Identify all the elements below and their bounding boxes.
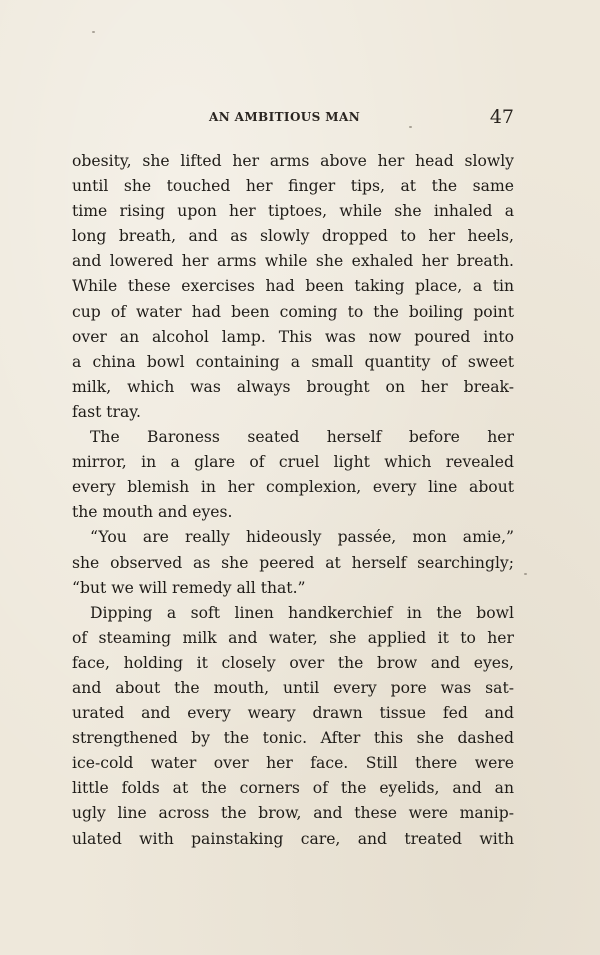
- text-line: of steaming milk and water, she applied it to her: [72, 628, 514, 647]
- text-line: the mouth and eyes.: [72, 503, 233, 522]
- text-line: and lowered her arms while she exhaled her breath.: [72, 252, 514, 271]
- text-line: she observed as she peered at herself searchingly;: [72, 553, 514, 572]
- text-line: Dipping a soft linen handkerchief in the bowl: [90, 603, 514, 622]
- text-line: every blemish in her complexion, every line about: [72, 478, 514, 497]
- text-line: little folds at the corners of the eyelids, and an: [72, 779, 514, 798]
- text-line: “You are really hideously passée, mon amie,”: [90, 528, 514, 547]
- text-line: over an alcohol lamp. This was now poured into: [72, 327, 514, 346]
- paper-speck: [524, 573, 527, 575]
- text-line: a china bowl containing a small quantity of sweet: [72, 352, 514, 371]
- text-line: “but we will remedy all that.”: [72, 578, 306, 597]
- body-text: [72, 149, 514, 852]
- paper-speck: [92, 31, 95, 33]
- text-line: strengthened by the tonic. After this she dashed: [72, 729, 514, 748]
- text-line: ugly line across the brow, and these were manip-: [72, 804, 514, 823]
- text-line: ulated with painstaking care, and treated with: [72, 829, 514, 848]
- text-line: While these exercises had been taking place, a tin: [72, 277, 514, 296]
- page-number: 47: [489, 106, 514, 128]
- text-line: mirror, in a glare of cruel light which revealed: [72, 453, 514, 472]
- text-line: face, holding it closely over the brow and eyes,: [72, 653, 514, 672]
- page-header: [72, 106, 514, 130]
- text-line: long breath, and as slowly dropped to her heels,: [72, 227, 514, 246]
- text-line: and about the mouth, until every pore was sat-: [72, 678, 514, 697]
- text-line: The Baroness seated herself before her: [90, 428, 514, 447]
- running-head: AN AMBITIOUS MAN: [209, 110, 361, 124]
- text-line: cup of water had been coming to the boiling point: [72, 302, 514, 321]
- text-line: obesity, she lifted her arms above her head slowly: [72, 152, 514, 170]
- text-line: urated and every weary drawn tissue fed and: [72, 704, 514, 723]
- text-line: milk, which was always brought on her break-: [72, 377, 514, 396]
- text-line: fast tray.: [72, 402, 142, 421]
- text-line: time rising upon her tiptoes, while she inhaled a: [72, 202, 514, 221]
- text-line: until she touched her finger tips, at the same: [72, 177, 514, 196]
- text-line: ice-cold water over her face. Still there were: [72, 754, 514, 773]
